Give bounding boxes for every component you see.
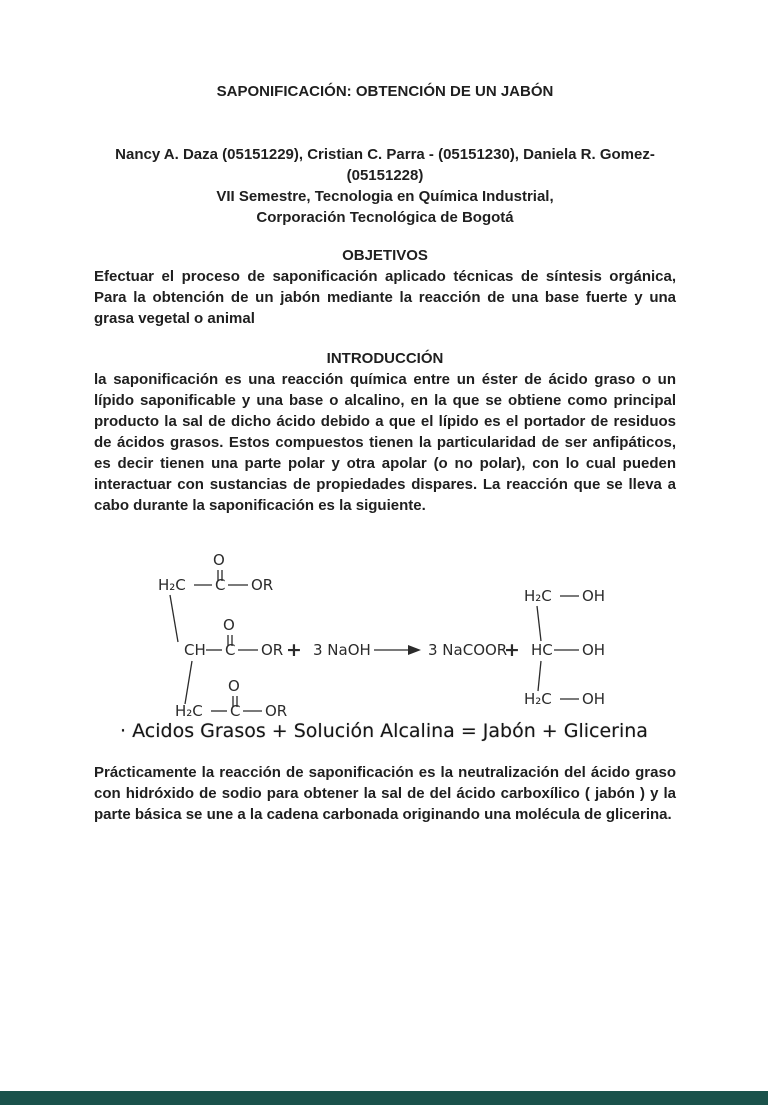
tg-row1-group: H₂C: [158, 576, 186, 594]
tg-row3-ester: OR: [265, 702, 288, 718]
objectives-heading: OBJETIVOS: [342, 247, 428, 264]
plus-sign: +: [504, 639, 520, 661]
plus-sign: +: [286, 639, 302, 661]
chain-bond-line: [170, 595, 178, 642]
tg-row2-ester: OR: [261, 641, 284, 659]
gly-row1-oh: OH: [582, 587, 606, 605]
closing-paragraph: Prácticamente la reacción de saponificación es la neutralización del ácido graso con hidróxido de sodio para obtener la sal de del ácido carboxílico ( jabón ) y la parte básica se une a la cadena carbonada originando una molécula de glicerina.: [94, 764, 676, 823]
tg-row1-ester: OR: [251, 576, 274, 594]
introduction-heading: INTRODUCCIÓN: [326, 350, 444, 367]
reaction-arrow-head: [408, 645, 421, 655]
gly-row2-group: HC: [531, 641, 553, 659]
reaction-middle: [286, 639, 520, 661]
chain-bond-line: [185, 661, 192, 704]
tg-row1-oxygen: O: [213, 551, 225, 569]
saponification-reaction-svg: [0, 543, 768, 718]
chain-bond-line: [537, 606, 541, 641]
gly-row3-oh: OH: [582, 690, 606, 708]
gly-row1-group: H₂C: [524, 587, 552, 605]
chain-bond-line: [538, 661, 541, 691]
introduction-paragraph: la saponificación es una reacción química entre un éster de ácido graso o un lípido saponificable y una base o alcalino, en la que se obtiene como principal producto la sal de dicho ácido debido a que el lípido es el portador de residuos de ácidos grasos. Estos compuestos tienen la particularidad de ser anfipáticos, es decir tienen una parte polar y otra apolar (o no polar), con lo cual pueden interactuar con sustancias de propiedades dispares. La reacción que se lleva a cabo durante la saponificación es la siguiente.: [94, 371, 676, 514]
tg-row1-carbon: C: [215, 576, 226, 594]
authors-line: Nancy A. Daza (05151229), Cristian C. Parra - (05151230), Daniela R. Gomez-(05151228): [115, 146, 655, 184]
gly-row3-group: H₂C: [524, 690, 552, 708]
document-title: SAPONIFICACIÓN: OBTENCIÓN DE UN JABÓN: [216, 83, 554, 100]
tg-row3-group: H₂C: [175, 702, 203, 718]
tg-row2-oxygen: O: [223, 616, 235, 634]
affiliation-semester: VII Semestre, Tecnologia en Química Industrial,: [216, 188, 554, 205]
triglyceride-structure: [158, 551, 287, 718]
affiliation-institution: Corporación Tecnológica de Bogotá: [256, 209, 514, 226]
objectives-paragraph: Efectuar el proceso de saponificación aplicado técnicas de síntesis orgánica, Para la obtención de un jabón mediante la reacción de una base fuerte y una grasa vegetal o animal: [94, 268, 676, 327]
tg-row3-carbon: C: [230, 702, 241, 718]
document-page: [0, 81, 768, 825]
gly-row2-oh: OH: [582, 641, 606, 659]
viewer-footer-bar: [0, 1091, 768, 1105]
reaction-caption: · Acidos Grasos + Solución Alcalina = Jabón + Glicerina: [120, 720, 648, 742]
tg-row3-oxygen: O: [228, 677, 240, 695]
tg-row2-carbon: C: [225, 641, 236, 659]
reaction-diagram: [0, 543, 768, 744]
tg-row2-group: CH: [184, 641, 206, 659]
product-nacoor: 3 NaCOOR: [428, 641, 508, 659]
glycerol-structure: [524, 587, 605, 708]
reagent-naoh: 3 NaOH: [313, 641, 371, 659]
